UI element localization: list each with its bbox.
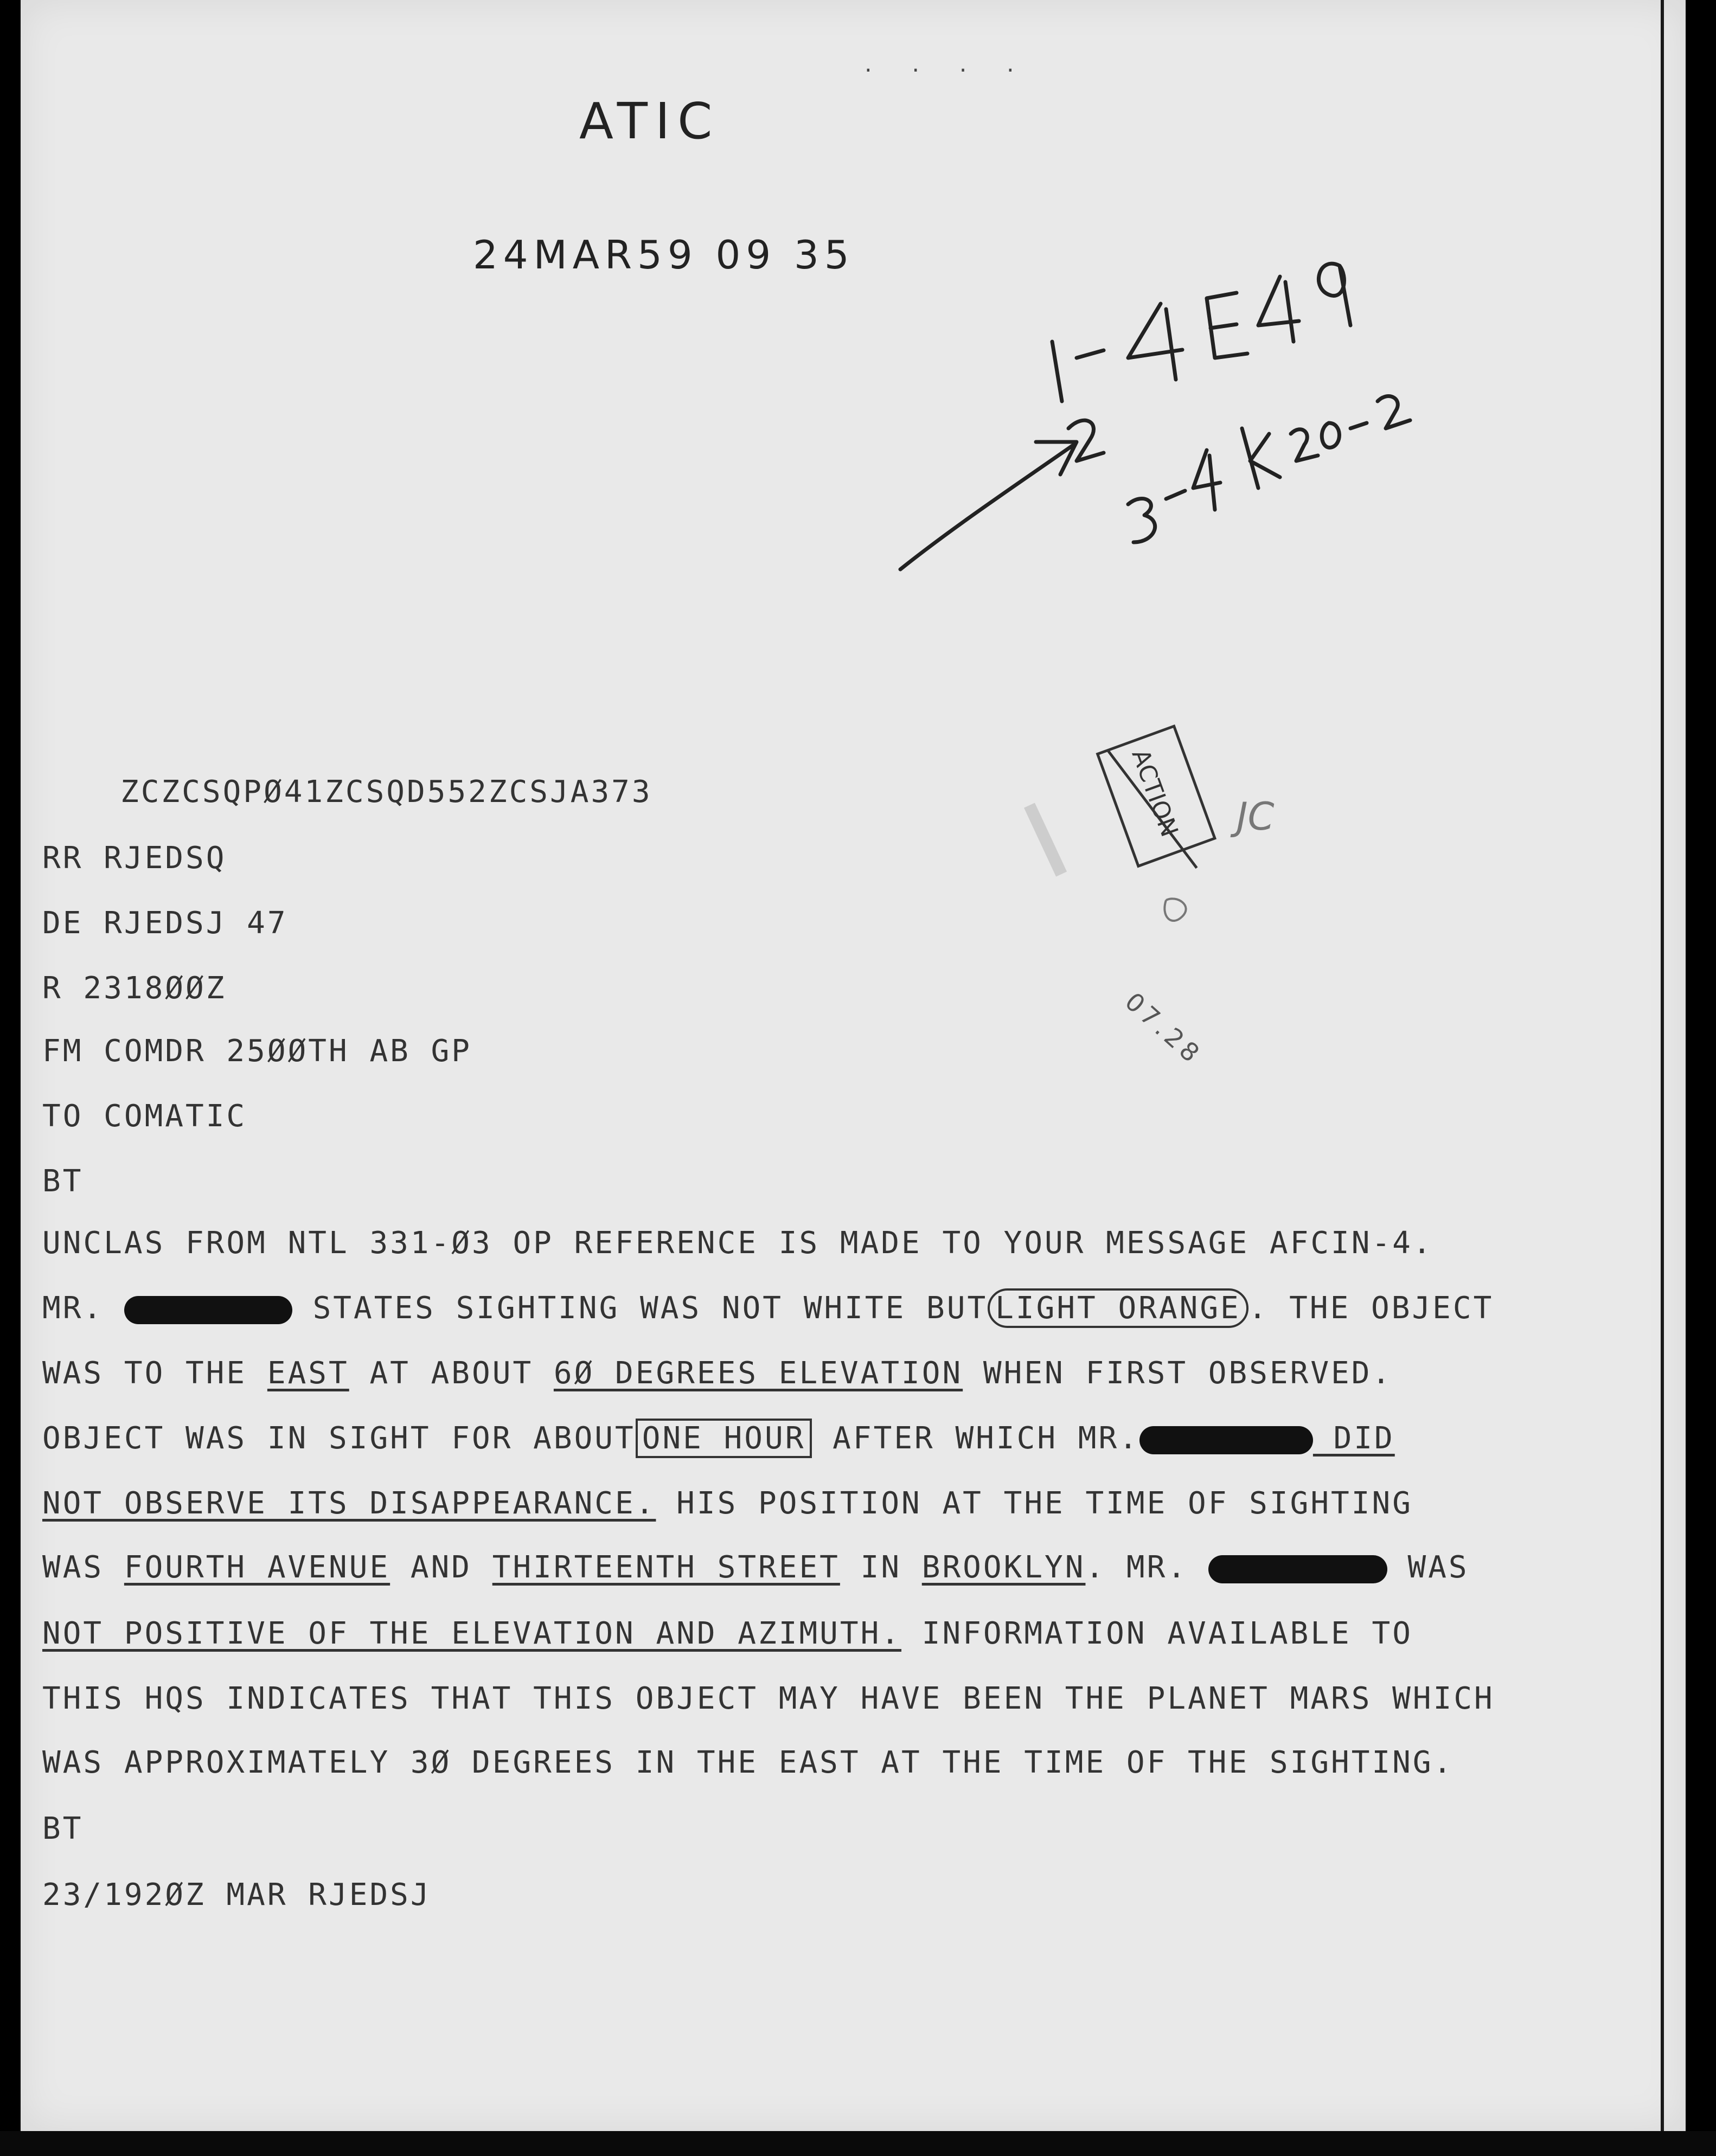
to-line: TO COMATIC — [42, 1099, 247, 1134]
body-text: AFTER WHICH MR. — [812, 1421, 1139, 1456]
body-line-2 — [42, 1291, 1494, 1326]
received-timestamp: 24MAR59 09 35 — [473, 232, 855, 278]
hand-dash-3 — [1350, 423, 1367, 428]
body-text: OBJECT WAS IN SIGHT FOR ABOUT — [42, 1421, 636, 1456]
body-line-9 — [42, 1745, 1454, 1780]
body-text: THIS HQS INDICATES THAT THIS OBJECT MAY HAVE BEEN THE PLANET MARS WHICH — [42, 1681, 1495, 1716]
body-text: . THE OBJECT — [1248, 1291, 1494, 1326]
body-text: INFORMATION AVAILABLE TO — [901, 1616, 1413, 1651]
hand-3 — [1128, 499, 1155, 542]
body-text: MR. — [42, 1291, 124, 1326]
body-text: AT ABOUT — [349, 1356, 554, 1391]
underlined-phrase: DID — [1312, 1421, 1395, 1456]
underlined-phrase: 6Ø DEGREES ELEVATION — [553, 1356, 963, 1391]
body-line-1-text: UNCLAS FROM NTL 331-Ø3 OP REFERENCE IS MADE TO YOUR MESSAGE AFCIN-4. — [42, 1225, 1433, 1261]
action-stamp-text: ACTION — [1126, 746, 1183, 840]
body-line-5 — [42, 1486, 1413, 1521]
hand-2b — [1378, 396, 1410, 428]
dtg-line: R 2318ØØZ — [42, 971, 227, 1006]
body-text: WAS TO THE — [42, 1356, 267, 1391]
redaction-bar — [1139, 1426, 1313, 1454]
bt-close-line: BT — [42, 1811, 84, 1846]
underlined-phrase: NOT POSITIVE OF THE ELEVATION AND AZIMUTH. — [42, 1616, 902, 1651]
redaction-bar — [124, 1296, 292, 1324]
body-text: HIS POSITION AT THE TIME OF SIGHTING — [656, 1486, 1413, 1521]
body-text: WAS — [1387, 1550, 1469, 1585]
underlined-phrase: EAST — [267, 1356, 349, 1391]
body-text: IN — [840, 1550, 922, 1585]
body-text: WAS — [42, 1550, 124, 1585]
action-stamp-mark: JC — [1237, 794, 1275, 839]
hand-dash-1 — [1077, 350, 1104, 358]
hand-4 — [1128, 304, 1182, 380]
hand-9 — [1318, 264, 1350, 325]
hand-4c — [1193, 450, 1220, 510]
body-line-1 — [42, 1225, 1433, 1261]
faint-number: 07.28 — [1119, 986, 1208, 1071]
underlined-phrase: NOT OBSERVE ITS DISAPPEARANCE. — [42, 1486, 656, 1521]
routing-line: ZCZCSQPØ41ZCSQD552ZCSJA373 — [120, 774, 652, 810]
redaction-bar — [1208, 1555, 1387, 1583]
hand-20 — [1291, 423, 1339, 461]
from-line: FM COMDR 25ØØTH AB GP — [42, 1034, 472, 1069]
bt-open-line: BT — [42, 1164, 84, 1199]
boxed-phrase: ONE HOUR — [636, 1419, 812, 1458]
hand-digit-1 — [1052, 342, 1062, 401]
body-text: WHEN FIRST OBSERVED. — [963, 1356, 1393, 1391]
body-text: . MR. — [1085, 1550, 1208, 1585]
body-text: STATES SIGHTING WAS NOT WHITE BUT — [292, 1291, 988, 1326]
body-line-8 — [42, 1681, 1495, 1716]
hand-E — [1207, 293, 1247, 358]
body-text: WAS APPROXIMATELY 3Ø DEGREES IN THE EAST AT THE TIME OF THE SIGHTING. — [42, 1745, 1454, 1780]
underlined-phrase: THIRTEENTH STREET — [492, 1550, 840, 1585]
underlined-phrase: FOURTH AVENUE — [124, 1550, 390, 1585]
body-line-6 — [42, 1550, 1469, 1585]
footer-line: 23/192ØZ MAR RJEDSJ — [42, 1877, 431, 1913]
hand-4b — [1258, 277, 1299, 342]
underlined-phrase: BROOKLYN — [921, 1550, 1086, 1585]
body-line-4 — [42, 1421, 1395, 1456]
circled-phrase: LIGHT ORANGE — [988, 1288, 1248, 1328]
handwritten-annotation — [889, 195, 1432, 607]
scan-edge — [1661, 0, 1664, 2131]
scan-bottom-border — [0, 2131, 1716, 2156]
precedence-line: RR RJEDSQ — [42, 840, 227, 876]
body-text: AND — [390, 1550, 492, 1585]
scan-specks: · · · · — [862, 60, 1028, 82]
de-line: DE RJEDSJ 47 — [42, 906, 288, 941]
atic-stamp: ATIC — [579, 92, 720, 150]
body-line-7 — [42, 1616, 1413, 1651]
hand-arrow — [900, 445, 1074, 569]
hand-dash-2 — [1166, 491, 1185, 499]
body-line-3 — [42, 1356, 1392, 1391]
action-stamp — [1003, 721, 1285, 949]
hand-K — [1242, 428, 1280, 488]
